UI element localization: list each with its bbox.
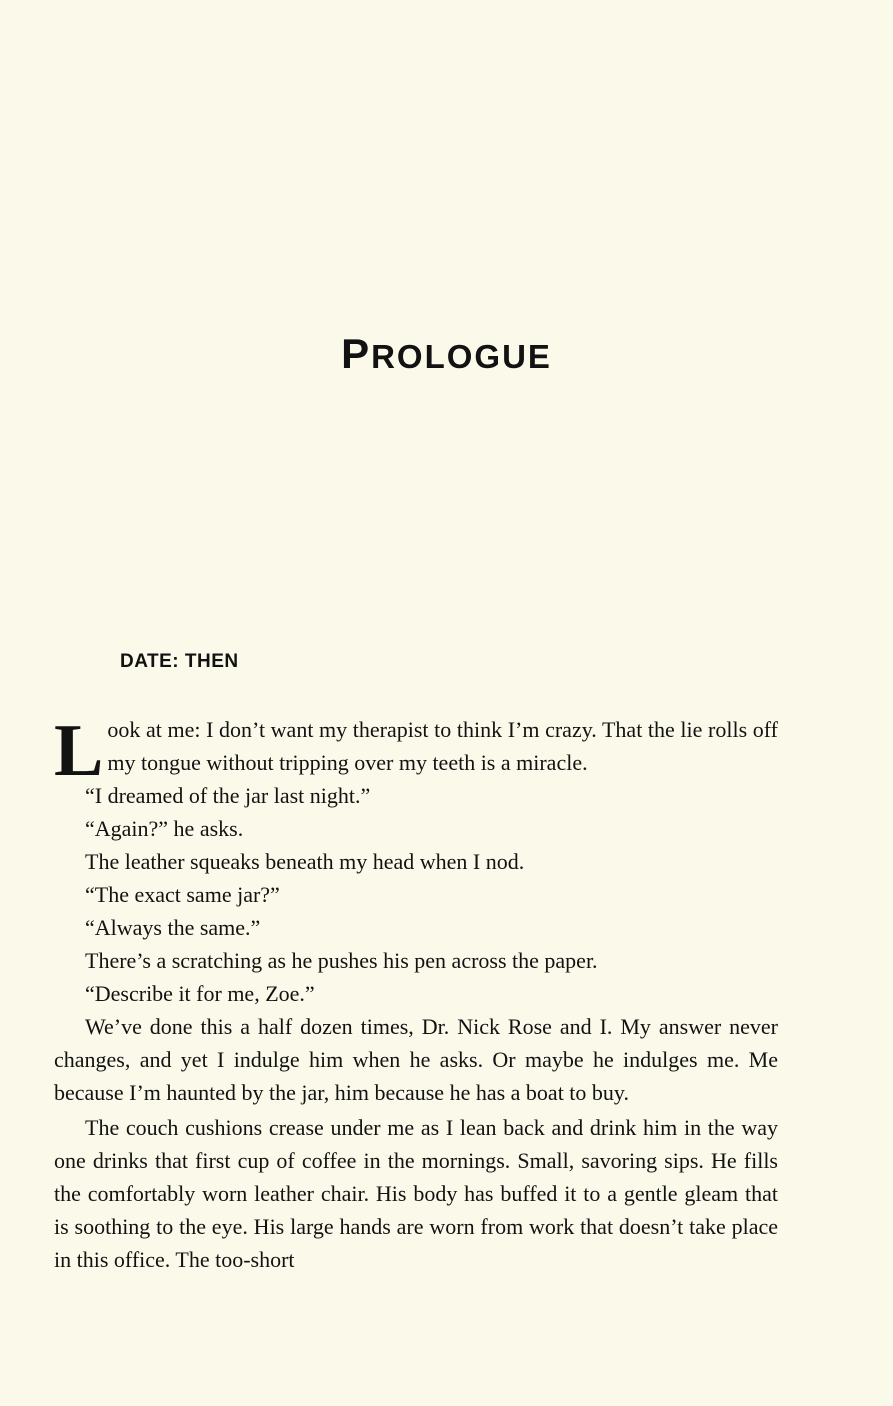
paragraph-4: The leather squeaks beneath my head when I nod. [85,849,525,874]
paragraph-9: We’ve done this a half dozen times, Dr. Nick Rose and I. My answer never changes, and yet I indulge him when he asks. Or maybe he indulges me. Me because I’m haunted by the jar, him because he has a boat to buy. [54,1014,778,1105]
paragraph-2: “I dreamed of the jar last night.” [85,783,371,808]
body-text [54,710,778,1276]
paragraph-1 [54,710,778,792]
paragraph-3: “Again?” he asks. [85,816,244,841]
paragraph-10: The couch cushions crease under me as I lean back and drink him in the way one drinks that first cup of coffee in the mornings. Small, savoring sips. He fills the comfortably worn leather chair. His body has buffed it to a gentle gleam that is soothing to the eye. His large hands are worn from work that doesn’t take place in this office. The too-short [54,1115,778,1272]
chapter-title [0,330,893,381]
paragraph-1-text: ook at me: I don’t want my therapist to think I’m crazy. That the lie rolls off my tongue without tripping over my teeth is a miracle. [107,717,778,775]
paragraph-6: “Always the same.” [85,915,261,940]
chapter-title-rest: ROLOGUE [371,338,552,375]
chapter-title-initial: P [341,330,372,377]
date-heading: DATE: THEN [120,651,239,672]
paragraph-8: “Describe it for me, Zoe.” [85,981,315,1006]
paragraph-5: “The exact same jar?” [85,882,280,907]
drop-cap: L [54,710,104,792]
paragraph-7: There’s a scratching as he pushes his pen across the paper. [85,948,598,973]
